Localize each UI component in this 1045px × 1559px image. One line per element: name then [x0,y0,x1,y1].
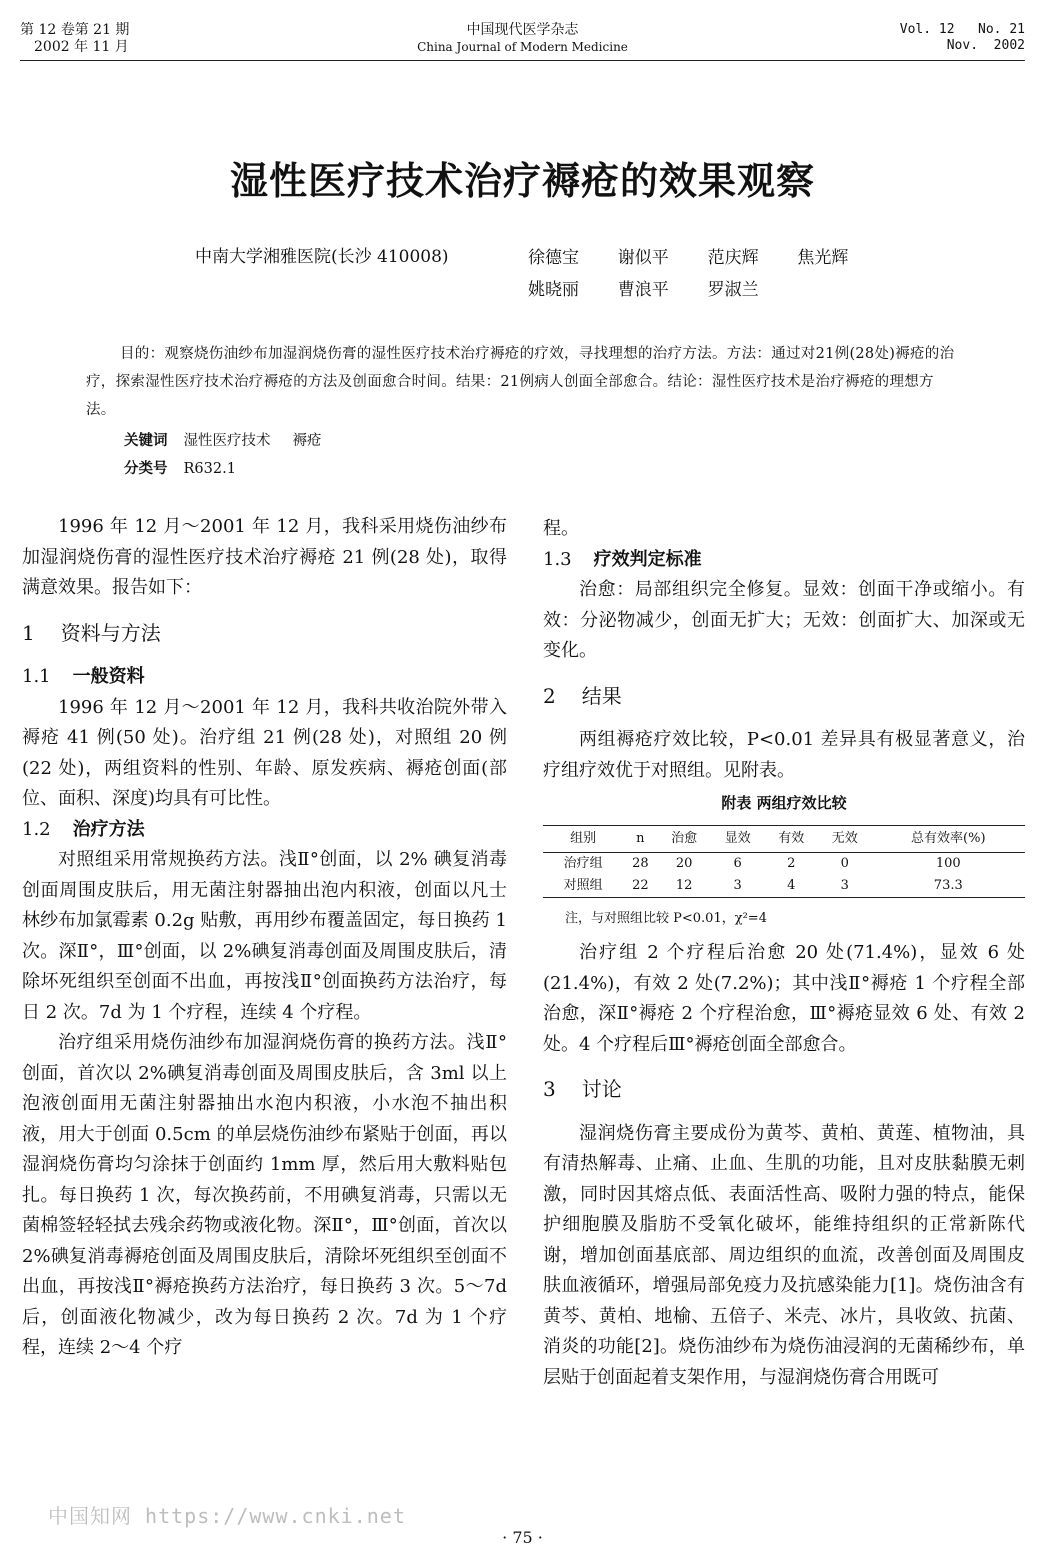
header-rule [20,60,1025,61]
table-cell: 20 [675,855,693,871]
header-date: 2002 年 11 月 [34,39,129,55]
paragraph: 治疗组 2 个疗程后治愈 20 处(71.4%)，显效 6 处(21.4%)，有效 2 处(7.2%)；其中浅Ⅱ°褥疮 1 个疗程全部治愈，深Ⅱ°褥疮 2 个疗程治愈，Ⅲ°褥疮显效 6 处、有效 2 处。4 个疗程后Ⅲ°褥疮创面全部愈合。 [543,942,1025,1055]
results-table [543,825,1025,898]
table-header-cell: 治愈 [657,825,711,852]
page-number: · 75 · [502,1528,543,1547]
table-cell: 100 [935,855,961,871]
table-header-cell: n [623,825,657,852]
header-date-en: Nov. 2002 [946,38,1025,53]
keywords-block [124,427,344,483]
header-center [0,22,1045,56]
keyword: 褥疮 [292,433,322,449]
section-heading: 1 资料与方法 [22,620,161,645]
table-cell: 0 [840,855,849,871]
authors-line-1: 徐德宝 谢似平 范庆辉 焦光辉 [528,248,849,268]
paragraph: 1996 年 12 月～2001 年 12 月，我科共收治院外带入褥疮 41 例(50 处)。治疗组 21 例(28 处)，对照组 20 例(22 处)，两组资料的性别、年龄、原发疾病、褥疮创面(部位、面积、深度)均具有可比性。 [22,696,507,809]
table-cell: 28 [632,855,649,871]
classification-label: 分类号 [124,461,168,477]
header-right [900,22,1025,54]
table-header-cell: 无效 [818,825,872,852]
table-cell: 12 [657,875,711,898]
subsection-heading: 1.2 治疗方法 [22,818,145,840]
table-cell: 2 [787,855,796,871]
table-header-cell: 显效 [711,825,765,852]
table-cell: 22 [623,875,657,898]
header-volume: 第 12 卷第 21 期 [20,22,130,38]
intro-paragraph: 1996 年 12 月～2001 年 12 月，我科采用烧伤油纱布加湿润烧伤膏的湿性医疗技术治疗褥疮 21 例(28 处)，取得满意效果。报告如下： [22,516,507,598]
authors [528,242,848,306]
table-cell: 治疗组 [563,855,603,871]
table-header-cell: 组别 [543,825,623,852]
table-header-cell: 有效 [764,825,818,852]
abstract [86,340,961,424]
table-header-row [543,825,1025,852]
subsection-heading: 1.1 一般资料 [22,666,145,687]
table-cell: 6 [733,855,742,871]
right-column [543,514,1025,1393]
paragraph: 湿润烧伤膏主要成份为黄芩、黄柏、黄莲、植物油，具有清热解毒、止痛、止血、生肌的功能，且对皮肤黏膜无刺激，同时因其熔点低、表面活性高、吸附力强的特点，能保护细胞膜及脂肪不受氧化破坏，能维持组织的正常新陈代谢，增加创面基底部、周边组织的血流，改善创面及周围皮肤血液循环，增强局部免疫力及抗感染能力[1]。烧伤油含有黄芩、黄柏、地榆、五倍子、米壳、冰片，具收敛、抗菌、消炎的功能[2]。烧伤油纱布为烧伤油浸润的无菌稀纱布，单层贴于创面起着支架作用，与湿润烧伤膏合用既可 [543,1122,1025,1388]
classification-code: R632.1 [183,461,236,477]
journal-name-en: China Journal of Modern Medicine [417,40,628,54]
journal-name-cn: 中国现代医学杂志 [466,22,579,38]
table-title: 附表 两组疗效比较 [721,794,847,812]
paragraph: 两组褥疮疗效比较，P<0.01 差异具有极显著意义，治疗组疗效优于对照组。见附表。 [543,729,1025,781]
table-note: 注，与对照组比较 P<0.01，χ²=4 [565,910,767,926]
paragraph-continuation: 程。 [543,518,579,539]
affiliation: 中南大学湘雅医院(长沙 410008) [195,247,449,267]
table-header-cell: 总有效率(%) [872,825,1025,852]
subsection-heading: 1.3 疗效判定标准 [543,548,702,570]
table-cell: 3 [818,875,872,898]
keyword: 湿性医疗技术 [183,433,271,449]
paragraph: 治愈：局部组织完全修复。显效：创面干净或缩小。有效：分泌物减少，创面无扩大；无效：创面扩大、加深或无变化。 [543,579,1025,661]
table-cell: 对照组 [543,875,623,898]
article-title: 湿性医疗技术治疗褥疮的效果观察 [229,159,815,203]
paragraph: 对照组采用常规换药方法。浅Ⅱ°创面，以 2% 碘复消毒创面周围皮肤后，用无菌注射器抽出泡内积液，创面以凡士林纱布加氯霉素 0.2g 贴敷，再用纱布覆盖固定，每日换药 1 次。深Ⅱ°，Ⅲ°创面，以 2%碘复消毒创面及周围皮肤后，清除坏死组织至创面不出血，再按浅Ⅱ°创面换药方法治疗，每日 2 次。7d 为 1 个疗程，连续 4 个疗程。 [22,849,507,1023]
table-cell: 3 [711,875,765,898]
left-column [22,512,507,1364]
keywords-label: 关键词 [124,433,168,449]
table-row [543,875,1025,898]
section-heading: 2 结果 [543,683,622,708]
table-cell: 4 [764,875,818,898]
table-cell: 73.3 [872,875,1025,898]
table-row [543,852,1025,875]
abstract-text: 目的：观察烧伤油纱布加湿润烧伤膏的湿性医疗技术治疗褥疮的疗效，寻找理想的治疗方法。方法：通过对21例(28处)褥疮的治疗，探索湿性医疗技术治疗褥疮的方法及创面愈合时间。结果：21例病人创面全部愈合。结论：湿性医疗技术是治疗褥疮的理想方法。 [86,346,955,418]
authors-line-2: 姚晓丽 曹浪平 罗淑兰 [528,280,759,300]
watermark: 中国知网 https://www.cnki.net [48,1504,406,1528]
header-vol-en: Vol. 12 No. 21 [899,22,1025,37]
paragraph: 治疗组采用烧伤油纱布加湿润烧伤膏的换药方法。浅Ⅱ°创面，首次以 2%碘复消毒创面及周围皮肤后，含 3ml 以上泡液创面用无菌注射器抽出水泡内积液，小水泡不抽出积液，用大于创面 0.5cm 的单层烧伤油纱布紧贴于创面，再以湿润烧伤膏均匀涂抹于创面约 1mm 厚，然后用大敷料贴包扎。每日换药 1 次，每次换药前，不用碘复消毒，只需以无菌棉签轻轻拭去残余药物或液化物。深Ⅱ°，Ⅲ°创面，首次以 2%碘复消毒褥疮创面及周围皮肤后，清除坏死组织至创面不出血，再按浅Ⅱ°褥疮换药方法治疗，每日换药 3 次。5～7d 后，创面液化物减少，改为每日换药 2 次。7d 为 1 个疗程，连续 2～4 个疗 [22,1032,507,1358]
section-heading: 3 讨论 [543,1077,622,1101]
